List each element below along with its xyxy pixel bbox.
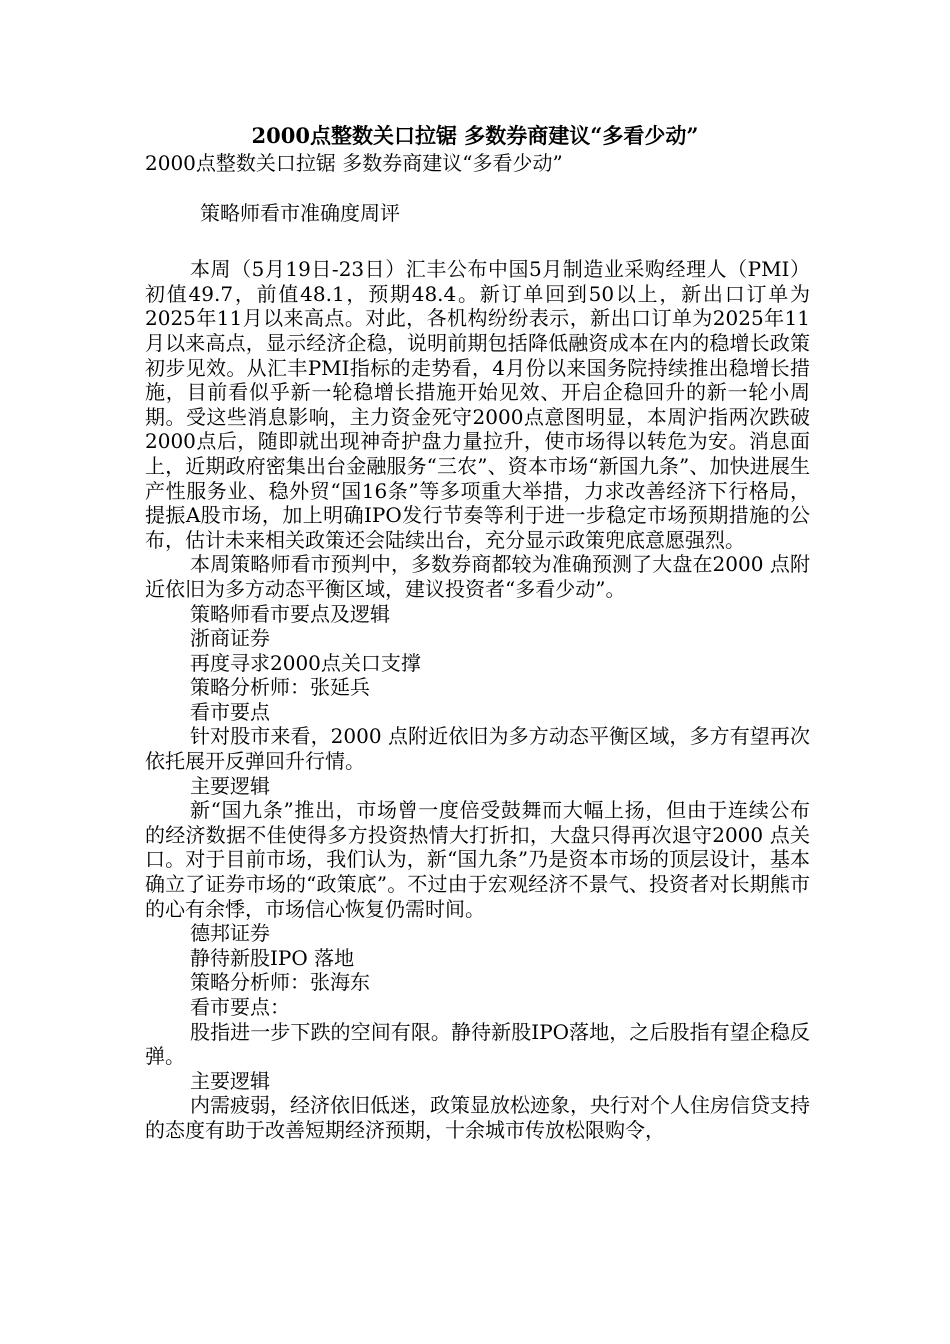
broker-headline: 静待新股IPO 落地	[190, 945, 355, 970]
document-subtitle: 2000点整数关口拉锯 多数券商建议“多看少动”	[145, 151, 563, 175]
points-heading: 策略师看市要点及逻辑	[190, 601, 390, 626]
broker-analyst: 策略分析师：张延兵	[190, 675, 370, 700]
document-title: 2000点整数关口拉锯 多数券商建议“多看少动”	[251, 123, 699, 148]
logic-text: 内需疲弱，经济依旧低迷，政策显放松迹象，央行对个人住房信贷支持的态度有助于改善短期经济预期，十余城市传放松限购令，	[145, 1093, 810, 1142]
logic-text: 新“国九条”推出，市场曾一度倍受鼓舞而大幅上扬，但由于连续公布的经济数据不佳使得多方投资热情大打折扣，大盘只得再次退守2000 点关口。对于目前市场，我们认为，新“国九条”乃是资本市场的顶层设计，基本确立了证券市场的“政策底”。不过由于宏观经济不景气、投资者对长期熊市的心有余悸，市场信心恢复仍需时间。	[145, 798, 810, 921]
broker-analyst: 策略分析师：张海东	[190, 970, 370, 995]
points-text: 针对股市来看，2000 点附近依旧为多方动态平衡区域，多方有望再次依托展开反弹回升行情。	[145, 724, 810, 774]
points-label: 看市要点	[190, 699, 270, 724]
broker-headline: 再度寻求2000点关口支撑	[190, 650, 421, 675]
broker-name: 浙商证券	[190, 626, 270, 651]
section-title: 策略师看市准确度周评	[200, 200, 400, 225]
logic-label: 主要逻辑	[190, 773, 270, 798]
points-label: 看市要点：	[190, 995, 290, 1019]
intro-paragraph: 本周（5月19日-23日）汇丰公布中国5月制造业采购经理人（PMI）初值49.7，前值48.1，预期48.4。新订单回到50以上，新出口订单为2025年11月以来高点。对此，各机构纷纷表示，新出口订单为2025年11月以来高点，显示经济企稳，说明前期包括降低融资成本在内的稳增长政策初步见效。从汇丰PMI指标的走势看，4月份以来国务院持续推出稳增长措施，目前看似乎新一轮稳增长措施开始见效、开启企稳回升的新一轮小周期。受这些消息影响，主力资金死守2000点意图明显，本周沪指两次跌破2000点后，随即就出现神奇护盘力量拉升，使市场得以转危为安。消息面上，近期政府密集出台金融服务“三农”、资本市场“新国九条”、加快进展生产性服务业、稳外贸“国16条”等多项重大举措，力求改善经济下行格局，提振A股市场，加上明确IPO发行节奏等利于进一步稳定市场预期措施的公布，估计未来相关政策还会陆续出台，充分显示政策兜底意愿强烈。	[145, 257, 810, 552]
broker-name: 德邦证券	[190, 921, 270, 946]
logic-label: 主要逻辑	[190, 1068, 270, 1093]
document-body	[145, 151, 810, 1143]
points-text: 股指进一步下跌的空间有限。静待新股IPO落地，之后股指有望企稳反弹。	[145, 1019, 810, 1069]
summary-paragraph: 本周策略师看市预判中，多数券商都较为准确预测了大盘在2000 点附近依旧为多方动态平衡区域，建议投资者“多看少动”。	[145, 552, 810, 601]
